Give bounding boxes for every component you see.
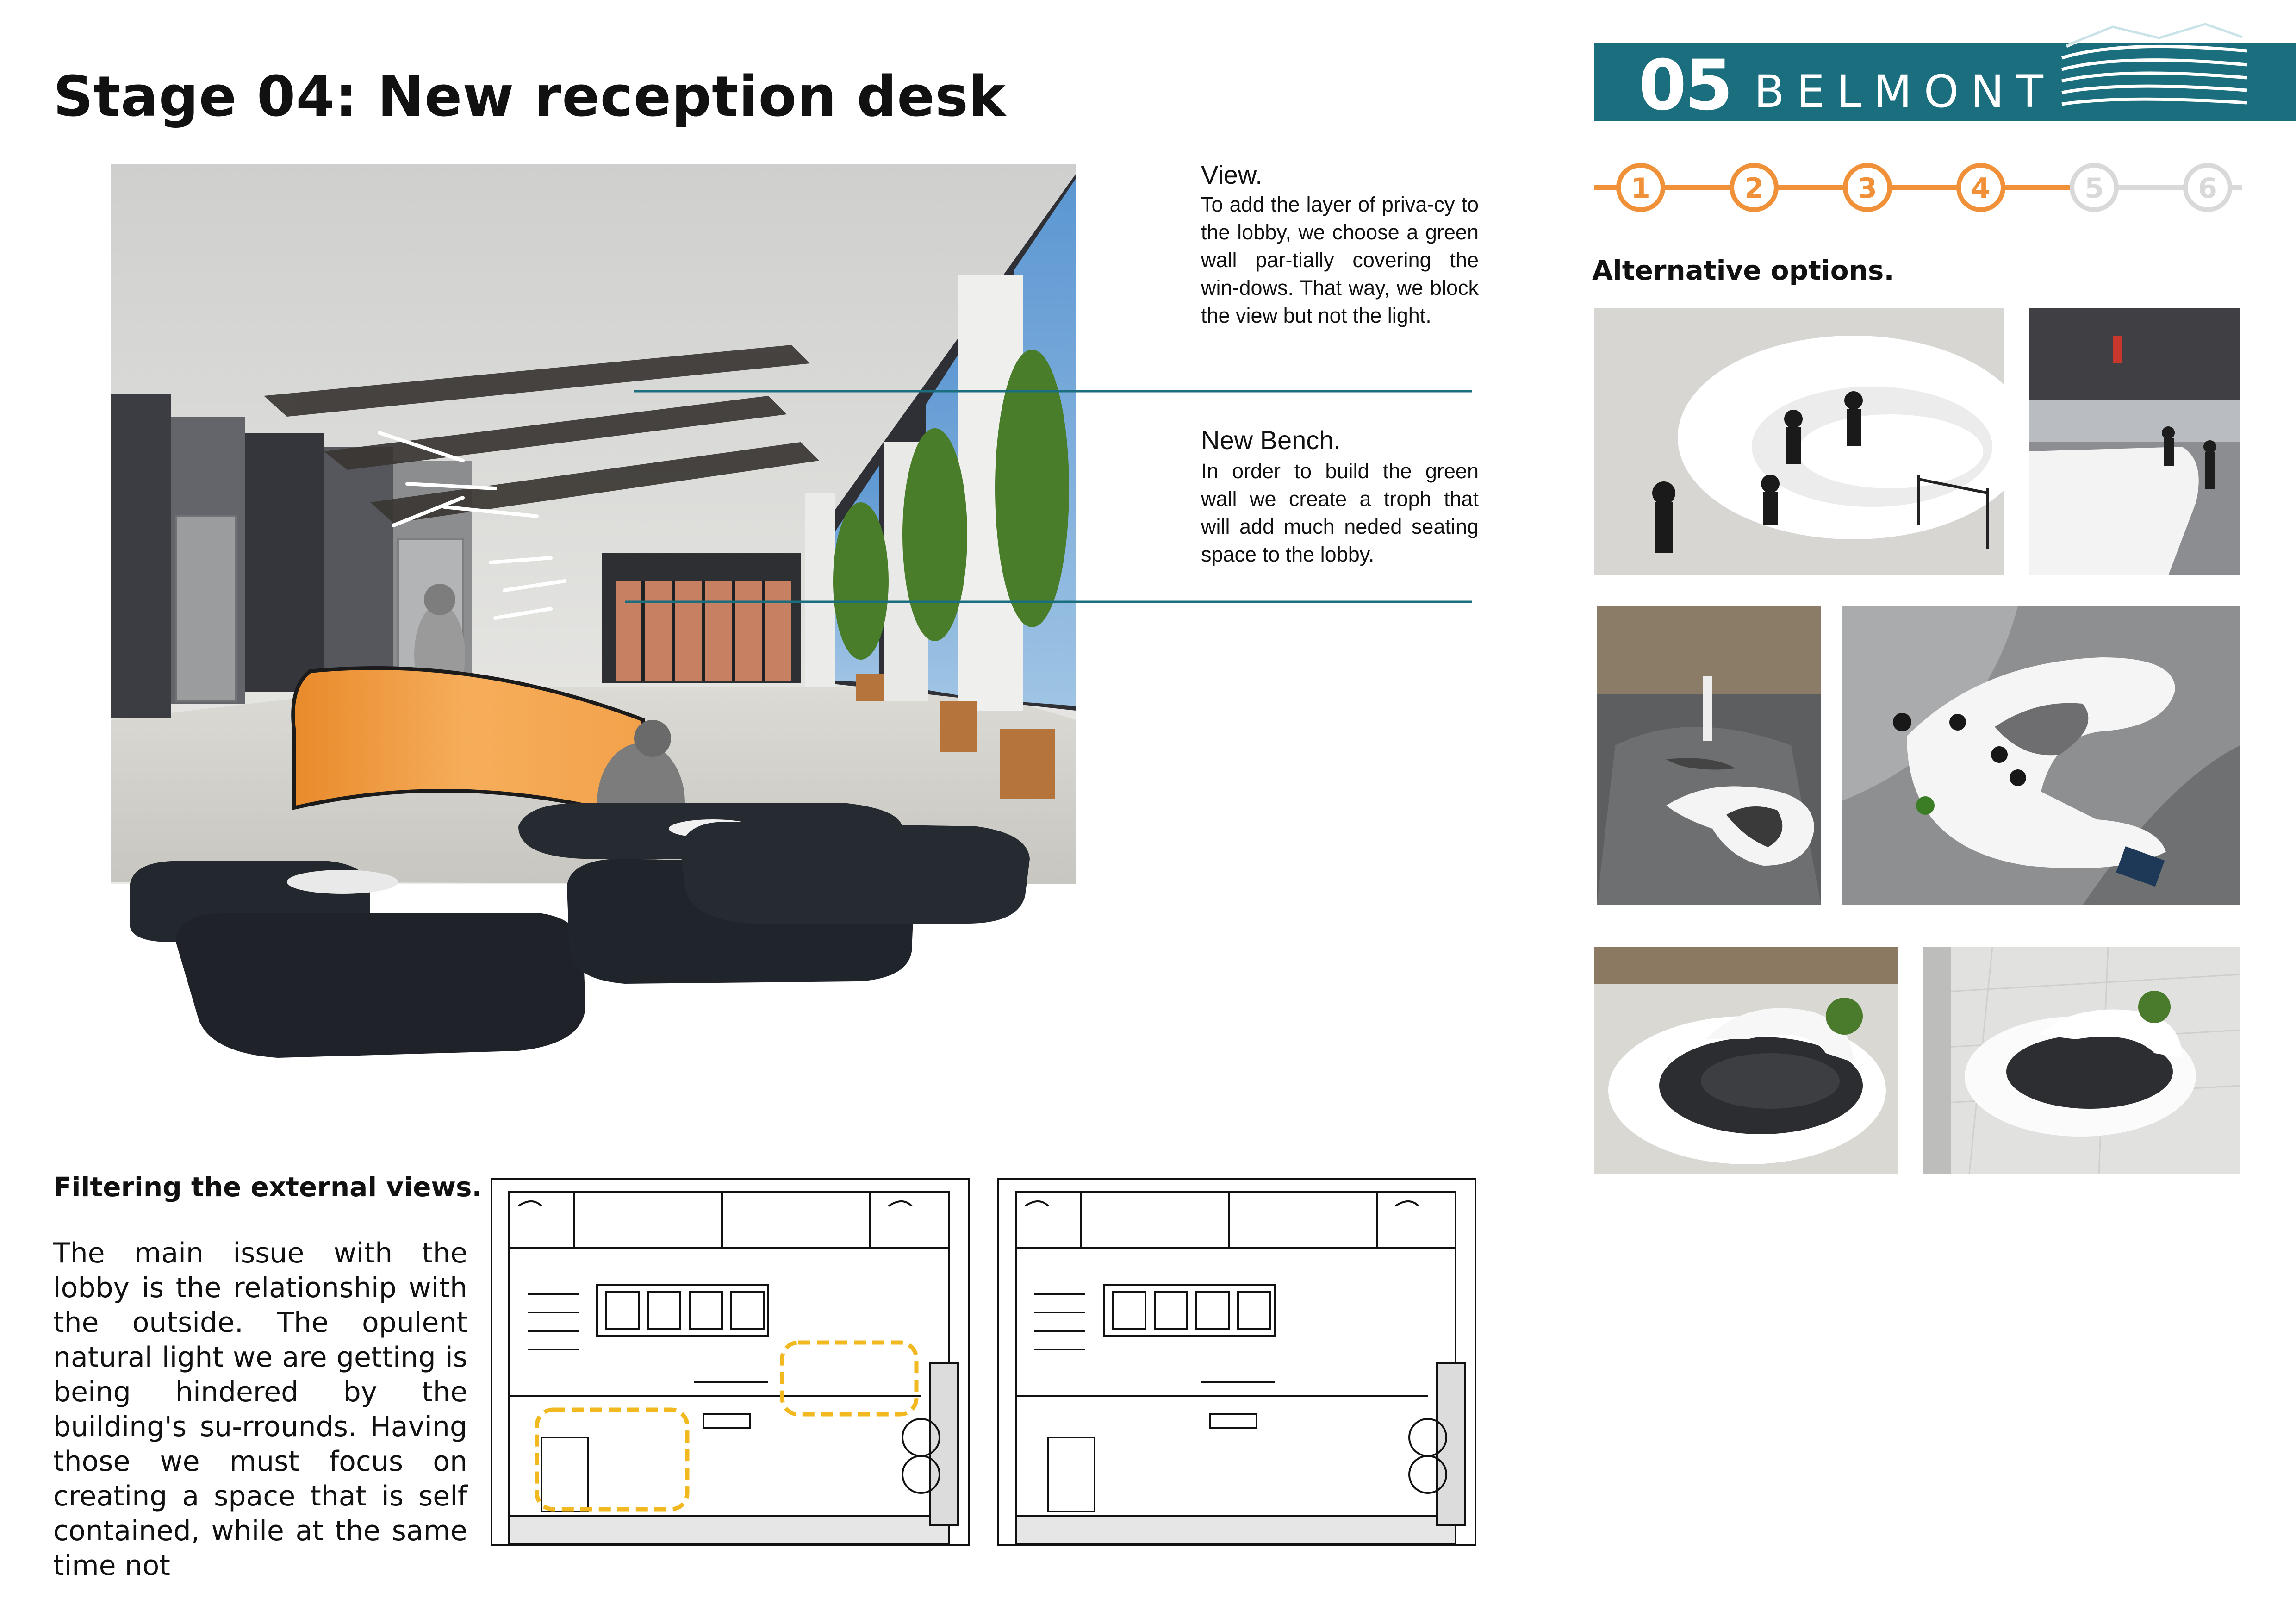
stage-step-label-2: 2	[1744, 172, 1764, 205]
brand-name: BELMONT	[1754, 66, 2055, 118]
alternative-photo-6	[1923, 947, 2240, 1174]
floor-plan-with-highlights	[491, 1178, 970, 1546]
alternative-photo-3	[1597, 606, 1821, 905]
page-title: Stage 04: New reception desk	[53, 65, 1006, 129]
alternative-options-heading: Alternative options.	[1592, 255, 1894, 286]
bench-callout-title: New Bench.	[1201, 425, 1341, 455]
alternative-photo-1	[1594, 308, 2004, 575]
bench-callout-body: In order to build the green wall we create a troph that will add much neded seating space to the lobby.	[1201, 459, 1479, 566]
view-callout-title: View.	[1201, 160, 1263, 189]
building-logo-icon	[2057, 19, 2252, 116]
stage-step-label-3: 3	[1858, 172, 1877, 205]
brand-number: 05	[1638, 45, 1731, 126]
view-callout-body: To add the layer of priva-cy to the lobby, we choose a green wall par-tially covering the win-dows. That way, we block the view but not the light.	[1201, 193, 1479, 327]
stage-progress	[1594, 160, 2242, 215]
stage-step-label-1: 1	[1631, 172, 1650, 205]
alternative-photo-4	[1842, 606, 2240, 905]
alternative-photo-5	[1594, 947, 1898, 1174]
stage-step-label-4: 4	[1971, 172, 1991, 205]
stage-step-label-6: 6	[2198, 172, 2217, 205]
alternative-photo-2	[2029, 308, 2240, 575]
floor-plan-existing	[997, 1178, 1476, 1546]
filtering-heading: Filtering the external views.	[53, 1171, 482, 1203]
filtering-body: The main issue with the lobby is the relationship with the outside. The opulent natural light we are getting is being hindered by the building's su-rrounds. Having those we must focus on creating a space that is self contained, while at the same time not	[53, 1237, 467, 1582]
stage-step-label-5: 5	[2084, 172, 2104, 205]
